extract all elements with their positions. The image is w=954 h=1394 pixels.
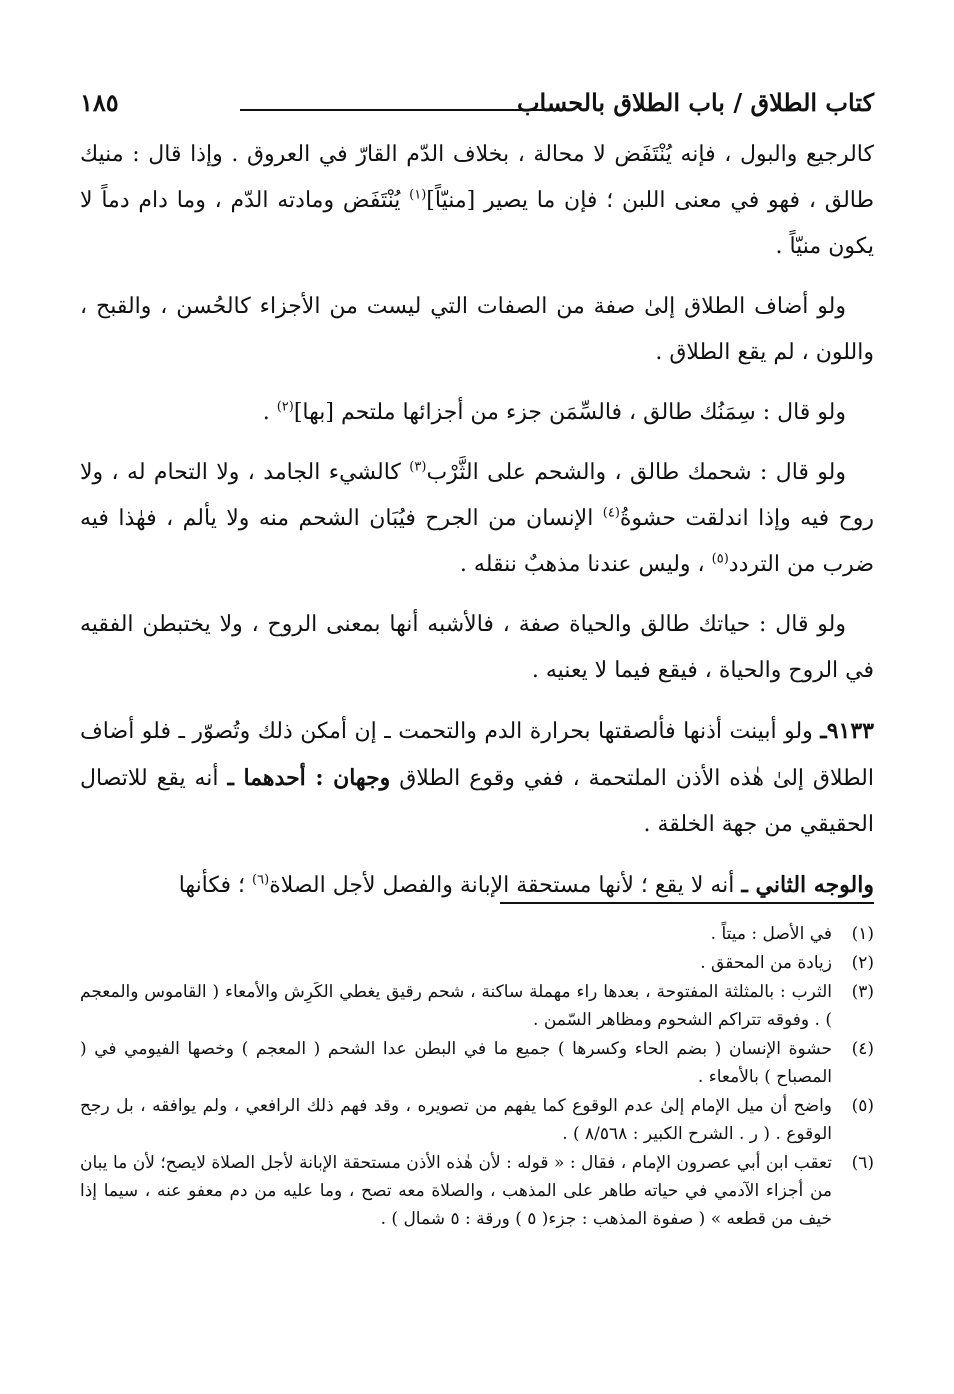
paragraph-2: ولو أضاف الطلاق إلىٰ صفة من الصفات التي ليست من الأجزاء كالحُسن ، والقبح ، واللون ، لم يقع الطلاق . xyxy=(80,294,874,365)
paragraph-6 xyxy=(80,708,874,848)
footnote-number: (٥) xyxy=(851,1096,874,1116)
footnote-ref-1[interactable]: (١) xyxy=(409,187,427,203)
footnote-text: حشوة الإنسان ( بضم الحاء وكسرها ) جميع ما في البطن عدا الشحم ( المعجم ) وخصها الفيومي في ( المصباح ) بالأمعاء . xyxy=(80,1039,832,1087)
footnote-ref-5[interactable]: (٥) xyxy=(711,551,729,567)
footnote-item xyxy=(80,1149,874,1233)
page-number: ١٨٥ xyxy=(80,88,119,117)
header-rule xyxy=(240,109,559,111)
text-run: ؛ فكأنها xyxy=(178,873,253,898)
footnote-number: (١) xyxy=(851,924,874,944)
footnote-ref-6[interactable]: (٦) xyxy=(252,872,270,888)
text-run: يُنْتَفَض ومادته الدّم ، وما دام دماً لا يكون منيّاً . xyxy=(80,188,874,259)
footnote-rule xyxy=(500,902,874,904)
text-run: ، وليس عندنا مذهبٌ ننقله . xyxy=(459,552,712,577)
footnote-text: في الأصل : ميتاً . xyxy=(710,924,832,944)
text-run: . xyxy=(262,400,277,425)
footnote-number: (٢) xyxy=(851,953,874,973)
footnote-text: واضح أن ميل الإمام إلىٰ عدم الوقوع كما يفهم من تصويره ، وقد فهم ذلك الرافعي ، ولم يوافقه ، بل رجح الوقوع . ( ر . الشرح الكبير : ٨/٥٦٨ ) . xyxy=(80,1096,832,1144)
text-run: الإنسان من الجرح فيُبَان الشحم منه ولا يألم ، فهٰذا فيه ضرب من التردد xyxy=(80,506,874,577)
footnote-text: تعقب ابن أبي عصرون الإمام ، فقال : « قوله : لأن هٰذه الأذن مستحقة الإبانة لأجل الصلاة لايصح؛ لأن ما يبان من أجزاء الآدمي في حياته طاهر على المذهب ، والصلاة معه تصح ، وما عليه من دم معفو عنه ، سيما إذا خيف من قطعه » ( صفوة المذهب : جزء( ٥ ) ورقة : ٥ شمال ) . xyxy=(80,1153,832,1229)
paragraph-4 xyxy=(80,450,874,588)
text-run: كالشيء الجامد ، ولا التحام له ، ولا روح فيه وإذا اندلقت حشوةُ xyxy=(80,460,874,531)
bold-run: وجهان : أحدهما ـ xyxy=(227,765,391,791)
footnote-ref-3[interactable]: (٣) xyxy=(409,459,427,475)
bold-run: والوجه الثاني ـ xyxy=(741,872,874,898)
footnote-number: (٦) xyxy=(851,1153,874,1173)
footnote-item xyxy=(80,949,874,977)
paragraph-5: ولو قال : حياتك طالق والحياة صفة ، فالأشبه أنها بمعنى الروح ، ولا يختبطن الفقيه في الروح والحياة ، فيقع فيما لا يعنيه . xyxy=(80,612,874,683)
text-run: ولو قال : سِمَنُك طالق ، فالسِّمَن جزء من أجزائها ملتحم [بها] xyxy=(293,400,846,425)
text-run: أنه لا يقع ؛ لأنها مستحقة الإبانة والفصل لأجل الصلاة xyxy=(269,873,742,898)
footnote-item xyxy=(80,1035,874,1091)
issue-number: ٩١٣٣ـ xyxy=(820,718,874,744)
footnote-item xyxy=(80,978,874,1034)
paragraph-3 xyxy=(80,390,874,436)
footnote-ref-4[interactable]: (٤) xyxy=(602,505,620,521)
running-header xyxy=(80,88,874,128)
paragraph-1 xyxy=(80,132,874,270)
footnote-text: زيادة من المحقق . xyxy=(700,953,832,973)
footnote-item xyxy=(80,920,874,948)
footnote-ref-2[interactable]: (٢) xyxy=(276,399,294,415)
footnote-number: (٣) xyxy=(851,982,874,1002)
text-run: أنه يقع للاتصال الحقيقي من جهة الخلقة . xyxy=(80,766,874,837)
text-run: ولو قال : شحمك طالق ، والشحم على الثَّرْب xyxy=(426,460,846,485)
text-run: كالرجيع والبول ، فإنه يُنْتَفَض لا محالة ، بخلاف الدّم القارّ في العروق . وإذا قال : منيك طالق ، فهو في معنى اللبن ؛ فإن ما يصير [منيّاً] xyxy=(80,142,875,213)
footnote-item xyxy=(80,1092,874,1148)
header-title: كتاب الطلاق / باب الطلاق بالحساب xyxy=(516,88,874,117)
footnote-text: الثرب : بالمثلثة المفتوحة ، بعدها راء مهملة ساكنة ، شحم رقيق يغطي الكَرِش والأمعاء ( القاموس والمعجم ) . وفوقه تتراكم الشحوم ومظاهر السّمن . xyxy=(80,982,832,1030)
footnotes xyxy=(80,920,874,1234)
text-run: ولو أبينت أذنها فألصقتها بحرارة الدم والتحمت ـ إن أمكن ذلك وتُصوّر ـ فلو أضاف الطلاق إلىٰ هٰذه الأذن الملتحمة ، ففي وقوع الطلاق xyxy=(80,719,874,791)
main-text xyxy=(80,132,874,923)
footnote-number: (٤) xyxy=(851,1039,874,1059)
